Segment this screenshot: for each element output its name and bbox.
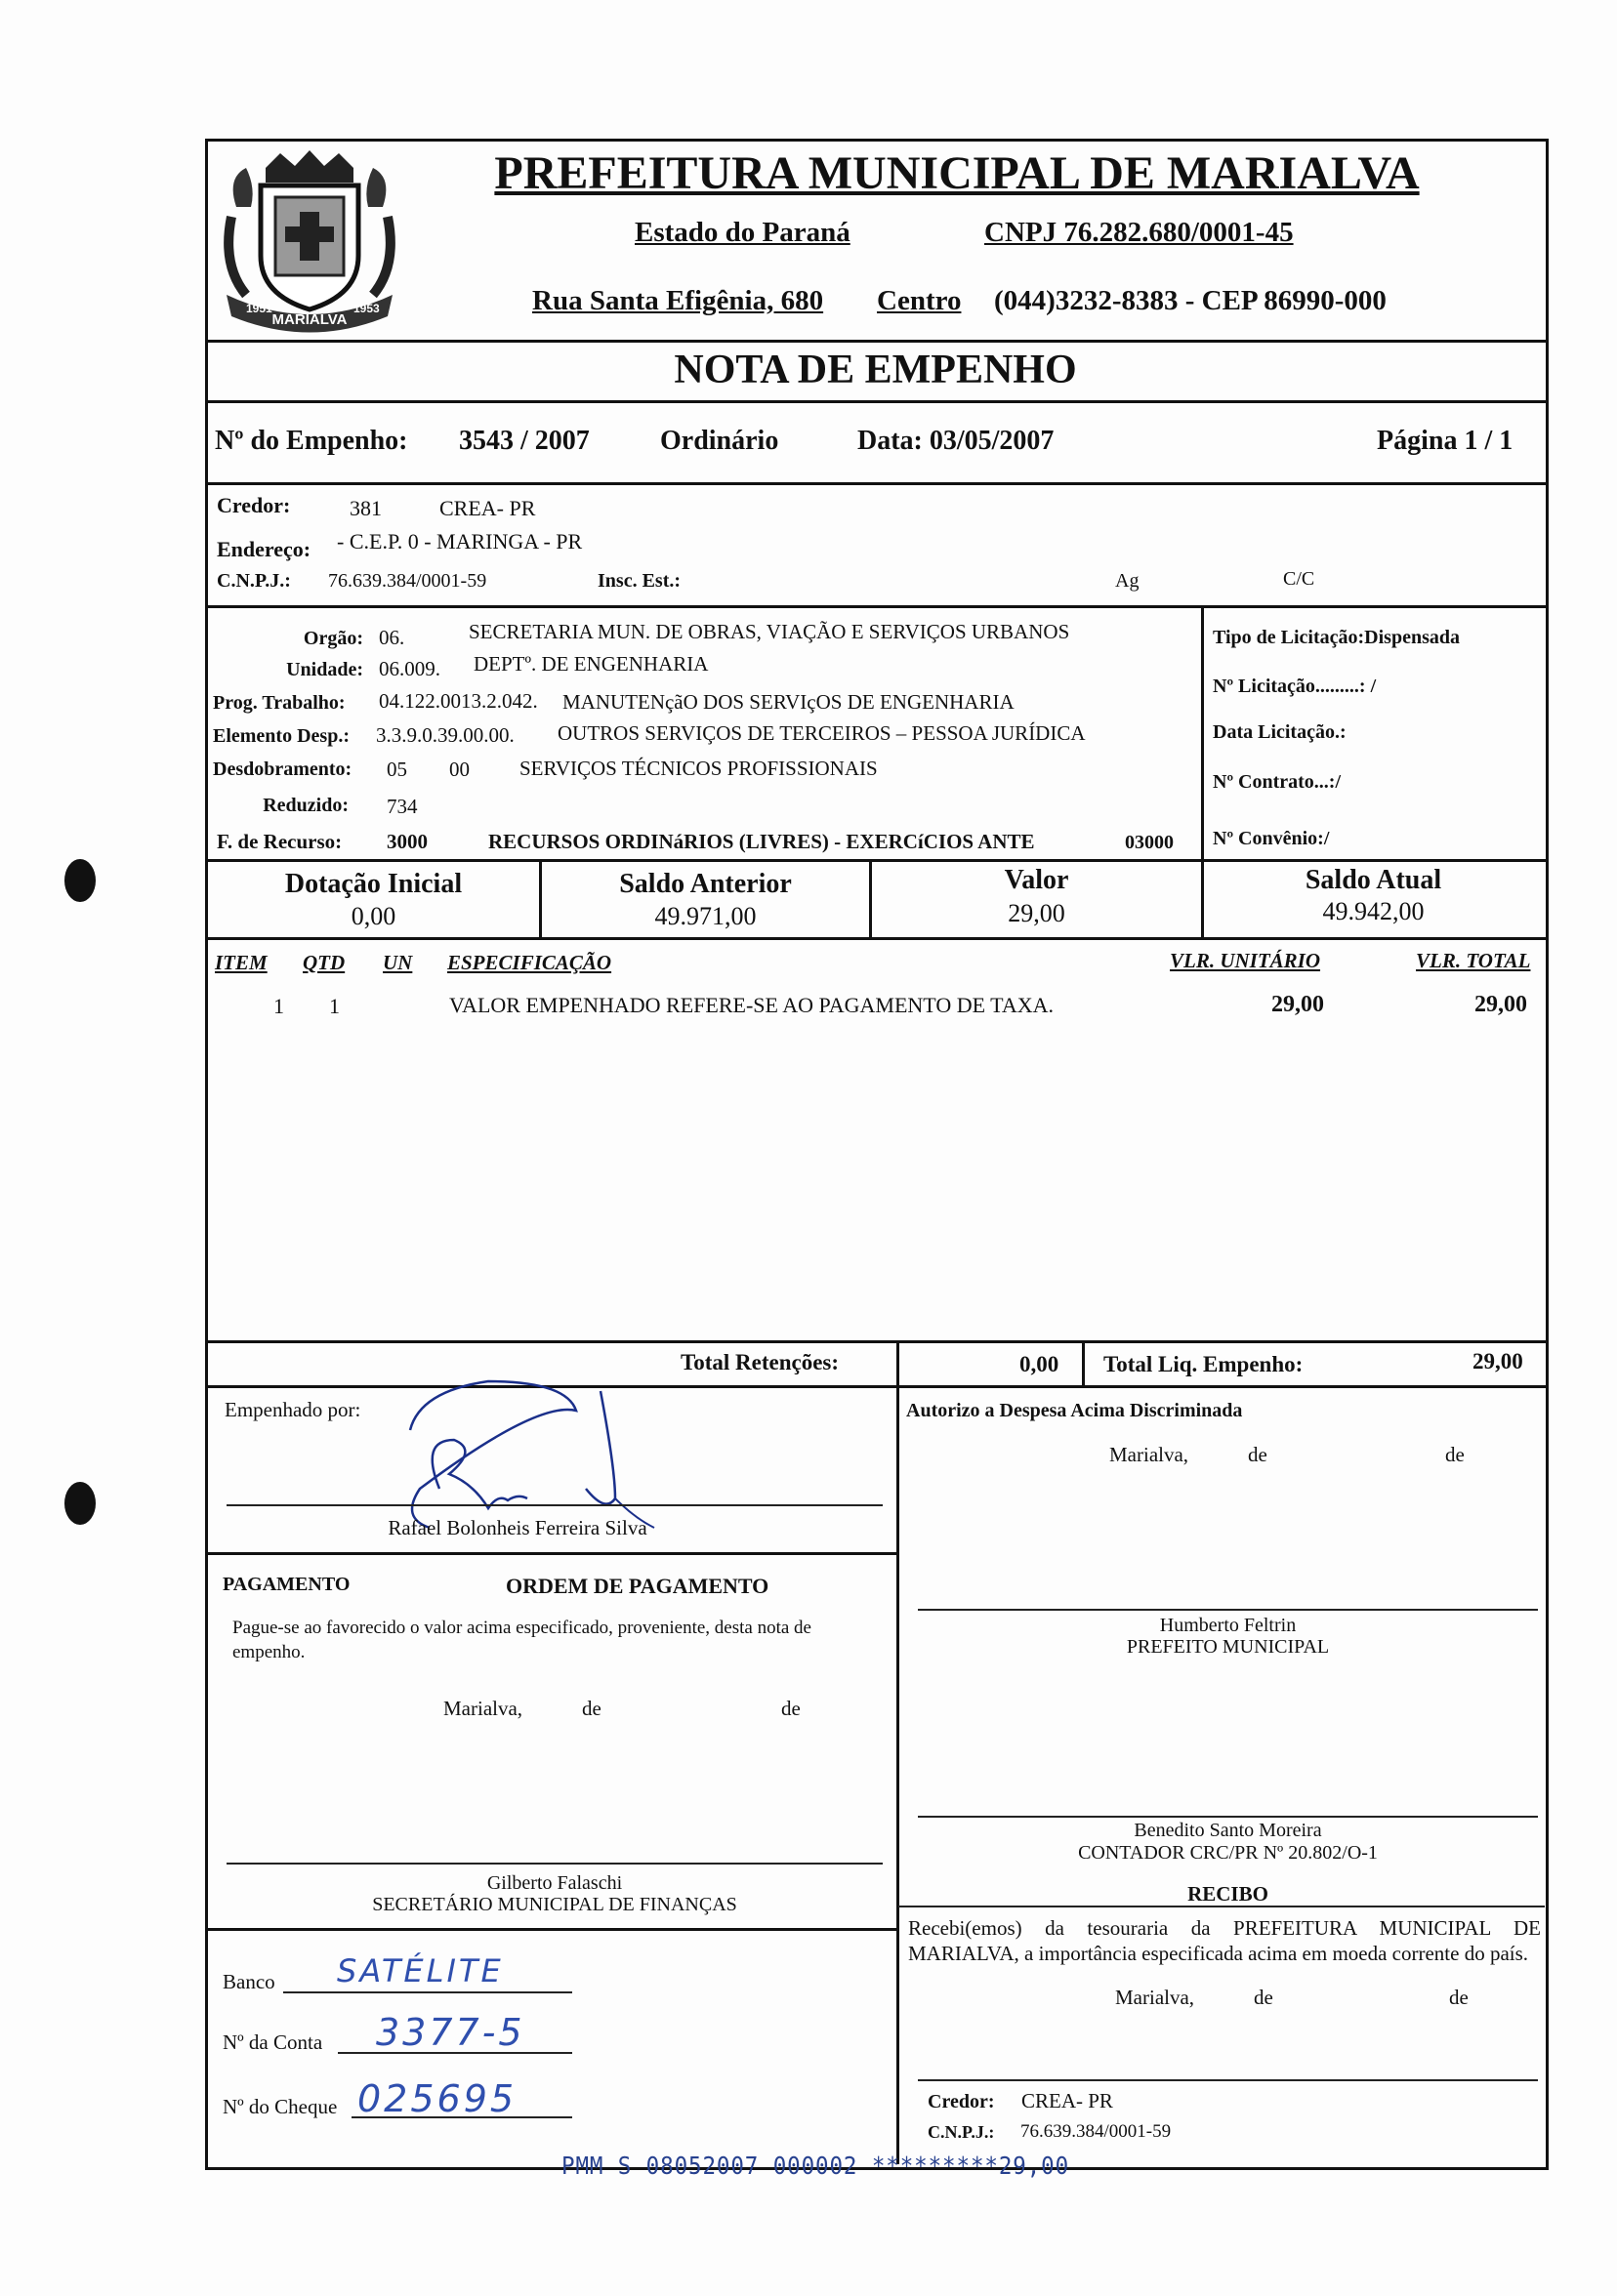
credor-label: Credor: [217, 493, 291, 517]
banco-field-line [283, 1991, 572, 1993]
desdobramento-subcode: 00 [449, 758, 470, 781]
item-unit-value: 29,00 [1271, 992, 1324, 1017]
endereco-label: Endereço: [217, 537, 311, 561]
saldo-anterior-value: 49.971,00 [654, 902, 757, 930]
recurso-code: 3000 [387, 830, 428, 853]
items-header-unit: VLR. UNITÁRIO [1170, 949, 1321, 972]
prefeito-title: PREFEITO MUNICIPAL [1126, 1636, 1330, 1658]
insc-est-label: Insc. Est.: [598, 570, 682, 592]
recibo-title: RECIBO [1187, 1882, 1268, 1906]
divider [898, 1906, 1545, 1907]
banco-label: Banco [223, 1970, 275, 1993]
divider [1201, 605, 1204, 859]
autorizo-de-1: de [1248, 1443, 1267, 1466]
cnpj-label: C.N.P.J.: [217, 570, 291, 592]
pagamento-de-1: de [582, 1697, 601, 1720]
punch-hole-top [64, 859, 96, 902]
crest-year-left: 1951 [246, 302, 272, 315]
crest-year-right: 1953 [353, 302, 380, 315]
divider [205, 605, 1546, 608]
orgao-code: 06. [379, 626, 405, 649]
desdobramento-code: 05 [387, 758, 407, 781]
autorizo-de-2: de [1445, 1443, 1465, 1466]
prefeito-name: Humberto Feltrin [1159, 1615, 1297, 1636]
contador-title: CONTADOR CRC/PR Nº 20.802/O-1 [1078, 1842, 1378, 1864]
secretario-name: Gilberto Falaschi [486, 1872, 623, 1894]
signature-line [227, 1504, 883, 1506]
reduzido-label: Reduzido: [263, 795, 349, 816]
empenho-number-label: Nº do Empenho: [215, 426, 408, 456]
recibo-place: Marialva, [1115, 1986, 1195, 2009]
recibo-de-2: de [1449, 1986, 1469, 2009]
items-header-qtd: QTD [303, 951, 346, 974]
signature-line [918, 1609, 1538, 1611]
conta-label: Nº da Conta [223, 2030, 323, 2054]
recibo-credor-value: CREA- PR [1021, 2089, 1113, 2112]
signature-rafael [381, 1372, 674, 1538]
liq-empenho-value: 29,00 [1472, 1349, 1523, 1374]
item-spec: VALOR EMPENHADO REFERE-SE AO PAGAMENTO DE TAXA. [449, 993, 1054, 1017]
divider [1082, 1340, 1085, 1385]
pagamento-de-2: de [781, 1697, 801, 1720]
dotacao-inicial-label: Dotação Inicial [284, 869, 463, 899]
elemento-label: Elemento Desp.: [213, 725, 350, 747]
item-number: 1 [273, 994, 284, 1018]
prog-trabalho-desc: MANUTENçãO DOS SERVIçOS DE ENGENHARIA [562, 690, 1015, 714]
divider [205, 1928, 898, 1931]
dotacao-inicial-value: 0,00 [351, 902, 396, 930]
empenhado-name: Rafael Bolonheis Ferreira Silva [388, 1516, 647, 1539]
punch-hole-bottom [64, 1482, 96, 1525]
saldo-anterior-label: Saldo Anterior [619, 869, 792, 899]
divider [205, 1340, 1546, 1343]
header-title: PREFEITURA MUNICIPAL DE MARIALVA [494, 147, 1420, 199]
valor-value: 29,00 [1008, 899, 1065, 927]
divider [205, 1552, 898, 1555]
cheque-value: 025695 [357, 2077, 518, 2120]
divider [896, 1385, 899, 2164]
divider [205, 859, 1546, 862]
empenho-number: 3543 / 2007 [459, 426, 590, 456]
divider [205, 937, 1546, 940]
items-header-spec: ESPECIFICAÇÃO [447, 951, 612, 974]
numero-licitacao: Nº Licitação.........: / [1213, 676, 1377, 697]
divider [205, 482, 1546, 485]
conta-value: 3377-5 [376, 2011, 525, 2054]
items-header-item: ITEM [215, 951, 268, 974]
recurso-label: F. de Recurso: [217, 830, 343, 853]
doc-title: NOTA DE EMPENHO [674, 348, 1077, 392]
unidade-code: 06.009. [379, 657, 440, 680]
recurso-code-2: 03000 [1125, 832, 1174, 853]
divider [205, 400, 1546, 403]
reduzido-code: 734 [387, 795, 418, 818]
autorizo-place: Marialva, [1109, 1443, 1189, 1466]
saldo-atual-value: 49.942,00 [1322, 897, 1425, 925]
banco-value: SATÉLITE [337, 1952, 504, 1989]
signature-line [918, 2079, 1538, 2081]
recibo-credor-label: Credor: [928, 2091, 995, 2112]
recibo-text: Recebi(emos) da tesouraria da PREFEITURA MUNICIPAL DE MARIALVA, a importância especificada acima em moeda corrente do país. [908, 1916, 1541, 1965]
retencoes-value: 0,00 [1019, 1352, 1059, 1376]
crest-label: MARIALVA [271, 311, 348, 328]
header-phone: (044)3232-8383 - CEP 86990-000 [994, 285, 1387, 316]
payment-stamp: PMM S 08052007 000002 *********29,00 [561, 2152, 1070, 2180]
valor-label: Valor [1004, 865, 1069, 895]
prog-trabalho-code: 04.122.0013.2.042. [379, 689, 538, 713]
divider [896, 1340, 899, 1385]
liq-empenho-label: Total Liq. Empenho: [1103, 1352, 1304, 1376]
pagamento-place: Marialva, [443, 1697, 523, 1720]
prog-trabalho-label: Prog. Trabalho: [213, 692, 346, 714]
elemento-desc: OUTROS SERVIÇOS DE TERCEIROS – PESSOA JURÍDICA [558, 721, 1086, 745]
items-header-total: VLR. TOTAL [1416, 949, 1531, 972]
contador-name: Benedito Santo Moreira [1134, 1820, 1322, 1841]
retencoes-label: Total Retenções: [681, 1350, 840, 1374]
header-district: Centro [877, 285, 962, 316]
empenho-type: Ordinário [660, 426, 779, 456]
unidade-label: Unidade: [286, 659, 363, 680]
header-state: Estado do Paraná [635, 217, 850, 248]
data-licitacao: Data Licitação.: [1213, 721, 1347, 743]
tipo-licitacao: Tipo de Licitação:Dispensada [1213, 627, 1460, 648]
numero-contrato: Nº Contrato...:/ [1213, 771, 1342, 793]
item-qtd: 1 [329, 994, 340, 1018]
pagamento-label: PAGAMENTO [223, 1574, 351, 1595]
recibo-cnpj-value: 76.639.384/0001-59 [1020, 2121, 1172, 2142]
divider [205, 340, 1546, 343]
municipal-crest [217, 148, 402, 339]
cheque-label: Nº do Cheque [223, 2095, 338, 2118]
signature-line [227, 1863, 883, 1865]
credor-name: CREA- PR [439, 496, 536, 520]
orgao-label: Orgão: [303, 628, 363, 649]
item-total-value: 29,00 [1474, 992, 1527, 1017]
cnpj-value: 76.639.384/0001-59 [328, 570, 487, 592]
endereco-value: - C.E.P. 0 - MARINGA - PR [337, 529, 583, 554]
saldo-atual-label: Saldo Atual [1305, 865, 1442, 895]
empenhado-label: Empenhado por: [225, 1398, 361, 1421]
ag-label: Ag [1115, 570, 1140, 592]
unidade-desc: DEPTº. DE ENGENHARIA [474, 652, 709, 676]
desdobramento-desc: SERVIÇOS TÉCNICOS PROFISSIONAIS [519, 757, 878, 780]
cc-label: C/C [1283, 568, 1315, 590]
secretario-title: SECRETÁRIO MUNICIPAL DE FINANÇAS [372, 1894, 737, 1915]
orgao-desc: SECRETARIA MUN. DE OBRAS, VIAÇÃO E SERVIÇOS URBANOS [469, 620, 1070, 643]
ordem-pagamento-label: ORDEM DE PAGAMENTO [506, 1574, 769, 1598]
signature-line [918, 1816, 1538, 1818]
elemento-code: 3.3.9.0.39.00.00. [376, 723, 515, 747]
autorizo-label: Autorizo a Despesa Acima Discriminada [906, 1400, 1243, 1421]
items-header-un: UN [383, 951, 413, 974]
recurso-desc: RECURSOS ORDINáRIOS (LIVRES) - EXERCíCIOS ANTE [488, 830, 1035, 853]
header-cnpj: CNPJ 76.282.680/0001-45 [984, 217, 1294, 248]
recibo-cnpj-label: C.N.P.J.: [928, 2122, 995, 2142]
header-address: Rua Santa Efigênia, 680 [532, 285, 824, 316]
pagamento-text: Pague-se ao favorecido o valor acima especificado, proveniente, desta nota de empenho. [232, 1618, 811, 1662]
numero-convenio: Nº Convênio:/ [1213, 828, 1330, 849]
credor-code: 381 [350, 496, 382, 520]
empenho-page: Página 1 / 1 [1377, 426, 1513, 456]
desdobramento-label: Desdobramento: [213, 758, 352, 780]
empenho-date: Data: 03/05/2007 [857, 426, 1055, 456]
recibo-de-1: de [1254, 1986, 1273, 2009]
